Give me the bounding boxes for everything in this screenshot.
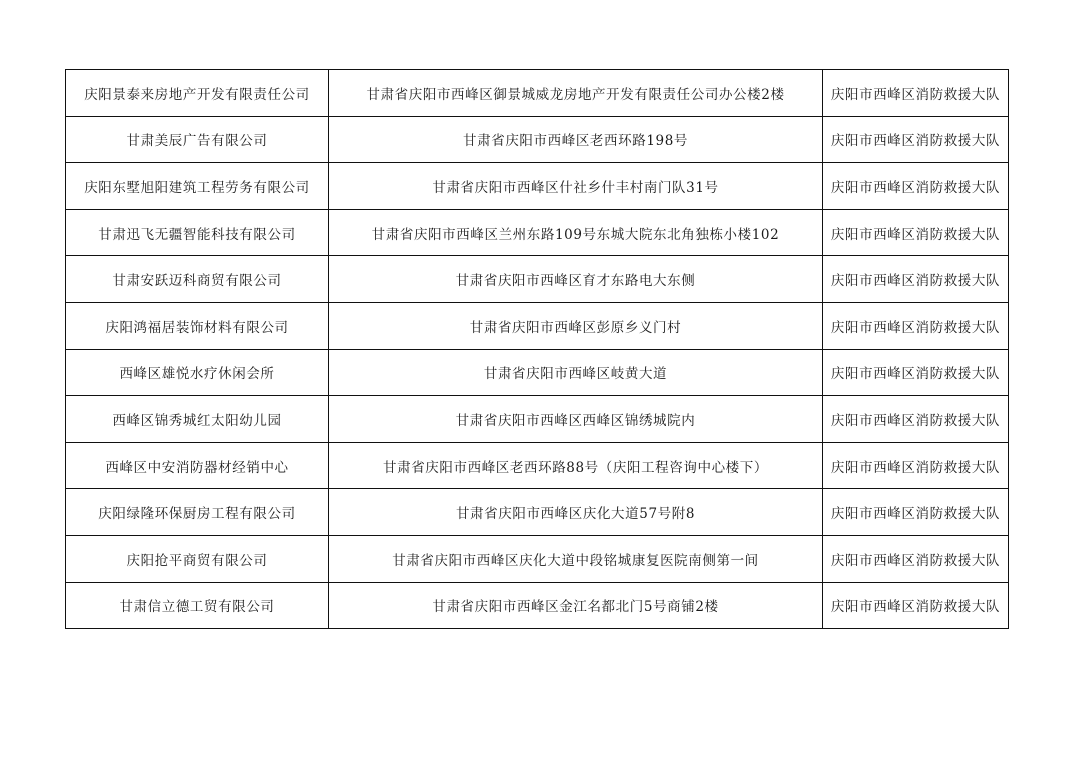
unit-address-cell: 甘肃省庆阳市西峰区育才东路电大东侧 bbox=[329, 256, 823, 303]
unit-address-cell: 甘肃省庆阳市西峰区兰州东路109号东城大院东北角独栋小楼102 bbox=[329, 209, 823, 256]
unit-name-cell: 庆阳东墅旭阳建筑工程劳务有限公司 bbox=[66, 163, 329, 210]
unit-address-cell: 甘肃省庆阳市西峰区彭原乡义门村 bbox=[329, 302, 823, 349]
responsible-dept-cell: 庆阳市西峰区消防救援大队 bbox=[823, 70, 1009, 117]
table-row bbox=[66, 582, 1009, 629]
unit-name-cell: 西峰区中安消防器材经销中心 bbox=[66, 442, 329, 489]
unit-name-cell: 甘肃信立德工贸有限公司 bbox=[66, 582, 329, 629]
unit-name-cell: 西峰区雄悦水疗休闲会所 bbox=[66, 349, 329, 396]
unit-name-cell: 庆阳绿隆环保厨房工程有限公司 bbox=[66, 489, 329, 536]
unit-name-cell: 庆阳鸿福居装饰材料有限公司 bbox=[66, 302, 329, 349]
table-row bbox=[66, 116, 1009, 163]
table-row bbox=[66, 209, 1009, 256]
responsible-dept-cell: 庆阳市西峰区消防救援大队 bbox=[823, 116, 1009, 163]
responsible-dept-cell: 庆阳市西峰区消防救援大队 bbox=[823, 163, 1009, 210]
unit-address-cell: 甘肃省庆阳市西峰区老西环路88号（庆阳工程咨询中心楼下） bbox=[329, 442, 823, 489]
table-row bbox=[66, 302, 1009, 349]
responsible-dept-cell: 庆阳市西峰区消防救援大队 bbox=[823, 256, 1009, 303]
unit-address-cell: 甘肃省庆阳市西峰区西峰区锦绣城院内 bbox=[329, 396, 823, 443]
table-row bbox=[66, 349, 1009, 396]
responsible-dept-cell: 庆阳市西峰区消防救援大队 bbox=[823, 442, 1009, 489]
table-row bbox=[66, 163, 1009, 210]
responsible-dept-cell: 庆阳市西峰区消防救援大队 bbox=[823, 349, 1009, 396]
responsible-dept-cell: 庆阳市西峰区消防救援大队 bbox=[823, 209, 1009, 256]
unit-name-cell: 甘肃安跃迈科商贸有限公司 bbox=[66, 256, 329, 303]
responsible-dept-cell: 庆阳市西峰区消防救援大队 bbox=[823, 302, 1009, 349]
table-row bbox=[66, 256, 1009, 303]
responsible-dept-cell: 庆阳市西峰区消防救援大队 bbox=[823, 582, 1009, 629]
table-row bbox=[66, 442, 1009, 489]
responsible-dept-cell: 庆阳市西峰区消防救援大队 bbox=[823, 396, 1009, 443]
unit-name-cell: 西峰区锦秀城红太阳幼儿园 bbox=[66, 396, 329, 443]
unit-address-cell: 甘肃省庆阳市西峰区庆化大道中段铭城康复医院南侧第一间 bbox=[329, 535, 823, 582]
unit-name-cell: 庆阳景泰来房地产开发有限责任公司 bbox=[66, 70, 329, 117]
table-row bbox=[66, 489, 1009, 536]
unit-address-cell: 甘肃省庆阳市西峰区老西环路198号 bbox=[329, 116, 823, 163]
unit-list-table bbox=[65, 69, 1009, 629]
unit-name-cell: 庆阳抢平商贸有限公司 bbox=[66, 535, 329, 582]
unit-address-cell: 甘肃省庆阳市西峰区什社乡什丰村南门队31号 bbox=[329, 163, 823, 210]
unit-address-cell: 甘肃省庆阳市西峰区岐黄大道 bbox=[329, 349, 823, 396]
unit-address-cell: 甘肃省庆阳市西峰区金江名都北门5号商铺2楼 bbox=[329, 582, 823, 629]
unit-name-cell: 甘肃美辰广告有限公司 bbox=[66, 116, 329, 163]
unit-address-cell: 甘肃省庆阳市西峰区庆化大道57号附8 bbox=[329, 489, 823, 536]
unit-address-cell: 甘肃省庆阳市西峰区御景城威龙房地产开发有限责任公司办公楼2楼 bbox=[329, 70, 823, 117]
responsible-dept-cell: 庆阳市西峰区消防救援大队 bbox=[823, 489, 1009, 536]
table-row bbox=[66, 70, 1009, 117]
unit-name-cell: 甘肃迅飞无疆智能科技有限公司 bbox=[66, 209, 329, 256]
table-row bbox=[66, 535, 1009, 582]
table-row bbox=[66, 396, 1009, 443]
responsible-dept-cell: 庆阳市西峰区消防救援大队 bbox=[823, 535, 1009, 582]
